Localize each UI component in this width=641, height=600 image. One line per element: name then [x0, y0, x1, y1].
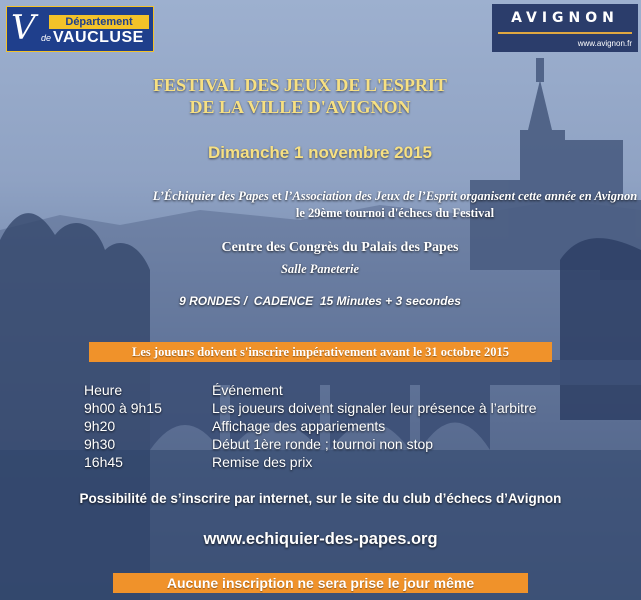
- vaucluse-logo: [6, 6, 154, 52]
- schedule-time: 9h20: [84, 418, 116, 434]
- internet-registration-note: Possibilité de s’inscrire par internet, sur le site du club d’échecs d’Avignon: [79, 491, 562, 506]
- v-mark-icon: V: [11, 8, 36, 48]
- vaucluse-logo-de: de: [41, 33, 52, 43]
- schedule-header-time: Heure: [84, 382, 123, 398]
- schedule-event: Début 1ère ronde ; tournoi non stop: [212, 436, 434, 452]
- vaucluse-logo-department: Département: [49, 15, 149, 29]
- club-website-link[interactable]: www.echiquier-des-papes.org: [203, 530, 438, 548]
- schedule-header-event: Événement: [212, 382, 283, 398]
- schedule-row: [84, 399, 537, 417]
- club-name-echiquier: L’Échiquier des Papes: [152, 189, 269, 203]
- venue-room: Salle Paneterie: [280, 262, 360, 276]
- schedule-event: Remise des prix: [212, 454, 313, 470]
- vaucluse-logo-name: VAUCLUSE: [53, 29, 144, 46]
- venue-name: Centre des Congrès du Palais des Papes: [221, 240, 459, 255]
- intro-connector: et: [268, 189, 285, 203]
- schedule-event: Les joueurs doivent signaler leur présence à l’arbitre: [212, 400, 537, 416]
- schedule-event: Affichage des appariements: [212, 418, 386, 434]
- festival-title-line-2: DE LA VILLE D'AVIGNON: [189, 97, 411, 117]
- registration-deadline-banner: Les joueurs doivent s'inscrire impérativement avant le 31 octobre 2015: [89, 342, 552, 362]
- schedule-row: [84, 417, 537, 435]
- avignon-logo-stripe: [498, 32, 632, 34]
- schedule-row: [84, 453, 537, 471]
- rounds-cadence: 9 RONDES / CADENCE 15 Minutes + 3 secondes: [179, 294, 461, 308]
- schedule-row: [84, 435, 537, 453]
- schedule-time: 9h00 à 9h15: [84, 400, 162, 416]
- avignon-logo-url: www.avignon.fr: [577, 39, 632, 48]
- schedule-time: 9h30: [84, 436, 116, 452]
- festival-title-line-1: FESTIVAL DES JEUX DE L'ESPRIT: [153, 75, 447, 95]
- schedule-time: 16h45: [84, 454, 123, 470]
- avignon-logo-word: AVIGNON: [511, 10, 619, 26]
- event-date: Dimanche 1 novembre 2015: [208, 143, 432, 162]
- avignon-logo: [492, 4, 638, 52]
- no-same-day-registration-banner: Aucune inscription ne sera prise le jour même: [113, 573, 528, 593]
- intro-line-1: [150, 188, 640, 204]
- intro-line-2: le 29ème tournoi d'échecs du Festival: [295, 206, 495, 220]
- schedule-table: [84, 381, 537, 471]
- schedule-header-row: [84, 381, 537, 399]
- club-name-association: l’Association des Jeux de l’Esprit organisent cette année en Avignon: [284, 189, 638, 203]
